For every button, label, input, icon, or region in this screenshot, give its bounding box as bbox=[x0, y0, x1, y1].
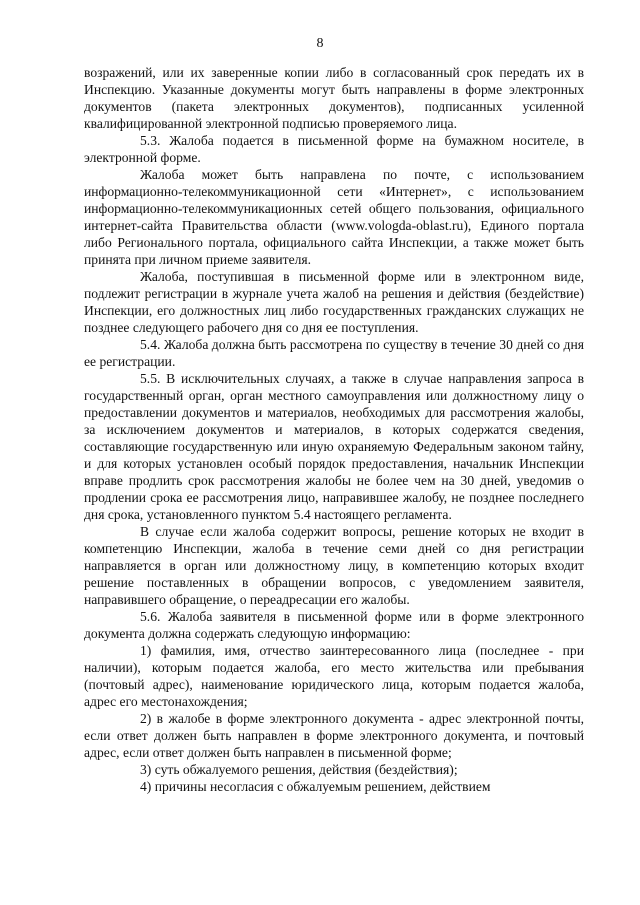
paragraph-5-4: 5.4. Жалоба должна быть рассмотрена по существу в течение 30 дней со дня ее регистрации. bbox=[84, 337, 584, 369]
list-item-3: 3) суть обжалуемого решения, действия (бездействия); bbox=[140, 762, 458, 777]
document-body bbox=[84, 64, 584, 795]
list-item-4: 4) причины несогласия с обжалуемым решением, действием bbox=[140, 779, 491, 794]
paragraph-continuation: возражений, или их заверенные копии либо в согласованный срок передать их в Инспекцию. Указанные документы могут быть направлены в форме электронных документов (пакета электронных документов), подписанных усиленной квалифицированной электронной подписью проверяемого лица. bbox=[84, 65, 584, 131]
list-item-1: 1) фамилия, имя, отчество заинтересованного лица (последнее - при наличии), которым подается жалоба, его место жительства или пребывания (почтовый адрес), наименование юридического лица, которым подается жалоба, адрес его местонахождения; bbox=[84, 643, 584, 709]
paragraph-5-6: 5.6. Жалоба заявителя в письменной форме или в форме электронного документа должна содержать следующую информацию: bbox=[84, 609, 584, 641]
paragraph-submission-channels: Жалоба может быть направлена по почте, с использованием информационно-телекоммуникационной сети «Интернет», с использованием информационно-телекоммуникационных сетей общего пользования, официального интернет-сайта Правительства области (www.vologda-oblast.ru), Единого портала либо Регионального портала, официального сайта Инспекции, а также может быть принята при личном приеме заявителя. bbox=[84, 167, 584, 267]
list-item-2: 2) в жалобе в форме электронного документа - адрес электронной почты, если ответ должен быть направлен в форме электронного документа, и почтовый адрес, если ответ должен быть направлен в письменной форме; bbox=[84, 711, 584, 760]
paragraph-registration: Жалоба, поступившая в письменной форме или в электронном виде, подлежит регистрации в журнале учета жалоб на решения и действия (бездействие) Инспекции, его должностных лиц либо государственных гражданских служащих не позднее следующего рабочего дня со дня ее поступления. bbox=[84, 269, 584, 335]
paragraph-5-3: 5.3. Жалоба подается в письменной форме на бумажном носителе, в электронной форме. bbox=[84, 133, 584, 165]
paragraph-5-5: 5.5. В исключительных случаях, а также в случае направления запроса в государственный орган, орган местного самоуправления или должностному лицу о предоставлении документов и материалов, необходимых для рассмотрения жалобы, за исключением документов и материалов, в которых содержатся сведения, составляющие государственную или иную охраняемую Федеральным законом тайну, и для которых установлен особый порядок предоставления, начальник Инспекции вправе продлить срок рассмотрения жалобы не более чем на 30 дней, уведомив о продлении срока ее рассмотрения лицо, направившее жалобу, не позднее последнего дня срока, установленного пунктом 5.4 настоящего регламента. bbox=[84, 371, 584, 522]
page-number: 8 bbox=[316, 36, 324, 51]
paragraph-redirection: В случае если жалоба содержит вопросы, решение которых не входит в компетенцию Инспекции, жалоба в течение семи дней со дня регистрации направляется в орган или должностному лицу, в компетенцию которых входит решение поставленных в обращении вопросов, с уведомлением заявителя, направившего обращение, о переадресации его жалобы. bbox=[84, 524, 584, 607]
